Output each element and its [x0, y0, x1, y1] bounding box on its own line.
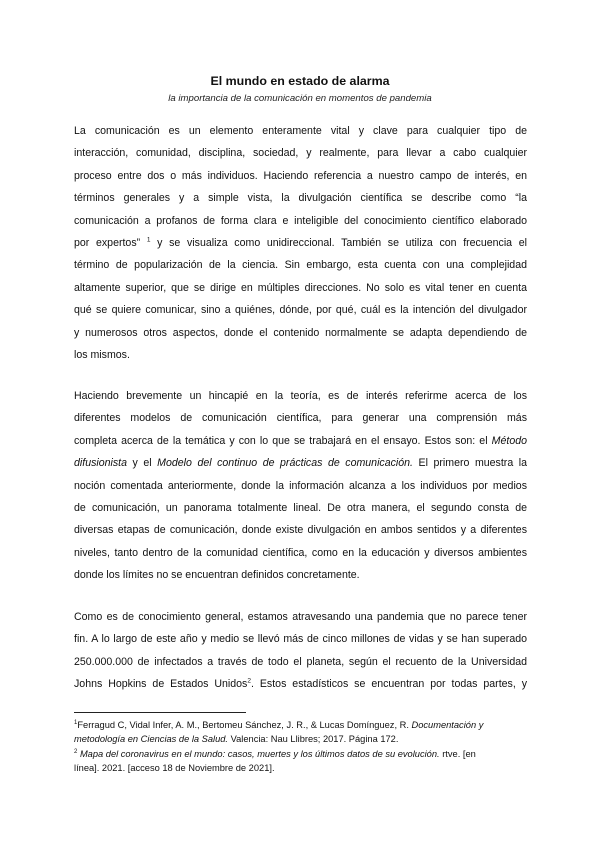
footnote-line	[74, 747, 527, 761]
paragraph-line: La comunicación es un elemento enteramente vital y clave para cualquier tipo de	[74, 125, 527, 137]
paragraph-line: y numerosos otros aspectos, donde el contenido normalmente se adapta dependiendo de	[74, 326, 527, 339]
footnote-ref-1[interactable]: 1	[146, 236, 151, 244]
text-run: Johns Hopkins de Estados Unidos	[74, 678, 248, 691]
page-subtitle: la importancia de la comunicación en momentos de pandemia	[168, 93, 432, 104]
footnote-line	[74, 718, 527, 732]
footnote-ref-2[interactable]: 2	[247, 677, 251, 685]
text-run: y el	[132, 457, 152, 470]
italic-term: Método	[491, 434, 527, 447]
italic-term: Modelo del continuo de prácticas de comunicación.	[157, 457, 413, 470]
text-run: Ferragud C, Vidal Infer, A. M., Bertomeu Sánchez, J. R., & Lucas Domínguez, R.	[77, 720, 409, 730]
footnote-marker: 1	[74, 719, 78, 726]
page-title: El mundo en estado de alarma	[210, 74, 390, 88]
paragraph-2	[74, 385, 527, 587]
text-run: El primero muestra la	[418, 457, 527, 470]
paragraph-3	[74, 606, 527, 696]
paragraph-line: de comunicación, un panorama totalmente lineal. De otra manera, el segundo consta de	[74, 501, 527, 514]
text-run: por expertos”	[74, 236, 141, 249]
paragraph-line	[74, 673, 527, 695]
footnote-marker: 2	[74, 748, 78, 755]
paragraph-line: 250.000.000 de infectados a través de todo el planeta, según el recuento de la Universidad	[74, 655, 527, 668]
footnote-1	[74, 718, 527, 746]
footnote-separator	[74, 712, 246, 713]
paragraph-line: diferentes modelos de comunicación científica, para generar una comprensión más	[74, 412, 527, 425]
italic-term: Mapa del coronavirus en el mundo: casos, muertes y los últimos datos de su evolución.	[79, 749, 440, 759]
paragraph-line: términos generales y a simple vista, la divulgación científica se describe como “la	[74, 192, 527, 205]
paragraph-line: término de popularización de la ciencia. Sin embargo, esta cuenta con una complejidad	[74, 259, 527, 272]
paragraph-line: noción comentada anteriormente, donde la información alcanza a los individuos por medios	[74, 479, 527, 492]
footnote-2	[74, 747, 527, 775]
paragraph-line: comunicación a profanos de forma clara e inteligible del conocimiento científico elaborado	[74, 214, 527, 227]
paragraph-line	[74, 452, 527, 474]
paragraph-line: Haciendo brevemente un hincapié en la teoría, es de interés referirme acerca de los	[74, 390, 527, 402]
italic-term: metodología en Ciencias de la Salud.	[74, 734, 229, 745]
paragraph-line	[74, 232, 527, 254]
text-run: rtve. [en	[442, 749, 476, 759]
text-run: . Estos estadísticos se encuentran por todas partes, y	[250, 678, 527, 691]
paragraph-line: proceso entre dos o más individuos. Haciendo referencia a nuestro campo de interés, en	[74, 169, 527, 182]
paragraph-line: los mismos.	[74, 348, 130, 361]
text-run: Valencia: Nau Llibres; 2017. Página 172.	[230, 734, 399, 745]
footnote-line: línea]. 2021. [acceso 18 de Noviembre de 2021].	[74, 763, 275, 774]
paragraph-line: qué se quiere comunicar, sino a quiénes, dónde, por qué, cuál es la intención del divulgador	[74, 304, 527, 317]
paragraph-line: altamente superior, que se dirige en múltiples direcciones. No solo es vital tener en cuenta	[74, 281, 527, 294]
paragraph-line: Como es de conocimiento general, estamos atravesando una pandemia que no parece tener	[74, 611, 527, 623]
text-run: y se visualiza como unidireccional. También se utiliza con frecuencia el	[157, 236, 527, 249]
text-run: completa acerca de la temática y con lo que se trabajará en el ensayo. Estos son: el	[74, 434, 488, 447]
italic-term: difusionista	[74, 457, 127, 470]
text-run	[74, 678, 527, 690]
paragraph-1	[74, 120, 527, 366]
paragraph-line	[74, 430, 527, 452]
italic-term: Documentación y	[411, 720, 484, 730]
paragraph-line: niveles, tanto dentro de la comunidad científica, como en la educación y diversos ambientes	[74, 546, 527, 559]
footnote-line	[74, 732, 527, 746]
paragraph-line: fin. A lo largo de este año y medio se llevó más de cinco millones de vidas y se han superado	[74, 633, 527, 646]
paragraph-line: donde los límites no se encuentran definidos concretamente.	[74, 569, 360, 582]
paragraph-line: diversas etapas de comunicación, donde existe divulgación en ambos sentidos y a diferentes	[74, 524, 527, 537]
paragraph-line: interacción, comunidad, disciplina, sociedad, y realmente, para llevar a cabo cualquier	[74, 147, 527, 160]
